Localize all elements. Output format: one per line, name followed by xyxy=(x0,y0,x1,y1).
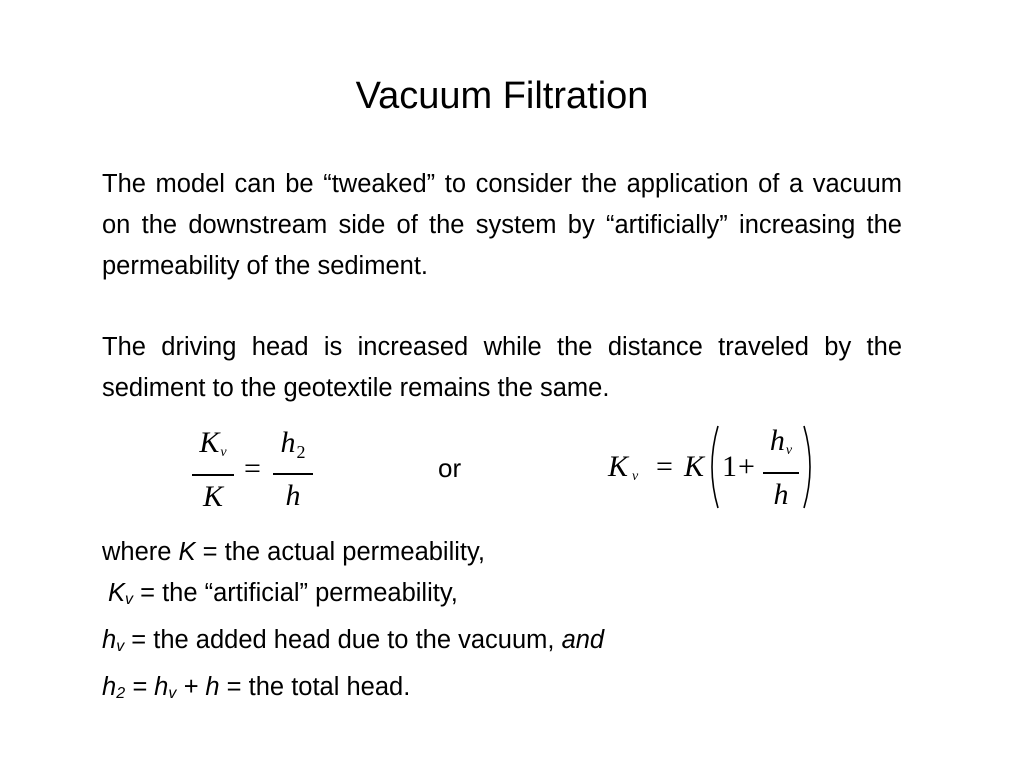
definition-k: where K = the actual permeability, xyxy=(102,538,485,566)
slide-title: Vacuum Filtration xyxy=(355,75,649,117)
eq1-h2-sub: 2 xyxy=(296,442,306,462)
eq2-kv-sub: v xyxy=(632,469,639,484)
right-paren-icon xyxy=(802,424,818,510)
paragraph-model-tweak: The model can be “tweaked” to consider the application of a vacuum on the downstream side of the system by “artificially” increasing the permeability of the sediment. xyxy=(102,170,902,280)
eq2-hv-sub: v xyxy=(785,443,793,458)
variable-definitions xyxy=(102,532,604,714)
definition-h2: h2 = hv + h = the total head. xyxy=(102,673,411,702)
eq2-h-den: h xyxy=(773,477,789,511)
fraction-kv-over-k xyxy=(192,426,234,514)
eq2-k-factor: K xyxy=(684,450,705,483)
eq2-equals: = xyxy=(656,450,673,483)
fraction-h2-over-h xyxy=(273,426,313,513)
eq1-h-den: h xyxy=(285,478,301,512)
eq2-one: 1 xyxy=(722,450,737,483)
fraction-bar xyxy=(763,472,799,474)
definition-hv: hv = the added head due to the vacuum, and xyxy=(102,626,605,655)
eq2-plus: + xyxy=(738,450,755,483)
eq2-kv-var: K xyxy=(608,450,629,483)
connector-or: or xyxy=(438,453,462,483)
fraction-bar xyxy=(273,473,313,475)
fraction-bar xyxy=(192,474,234,476)
eq1-kv-sub: v xyxy=(220,445,227,460)
fraction-hv-over-h xyxy=(763,424,799,512)
eq2-hv-var: h xyxy=(769,424,785,457)
eq1-kv-var: K xyxy=(199,426,220,459)
definition-kv: Kv = the “artificial” permeability, xyxy=(108,579,458,608)
paragraph-driving-head: The driving head is increased while the distance traveled by the sediment to the geotextile remains the same. xyxy=(102,333,902,402)
left-paren-icon xyxy=(704,424,720,510)
eq1-h2-var: h xyxy=(280,426,296,459)
eq1-k-den: K xyxy=(202,479,223,513)
eq1-equals: = xyxy=(244,452,261,485)
